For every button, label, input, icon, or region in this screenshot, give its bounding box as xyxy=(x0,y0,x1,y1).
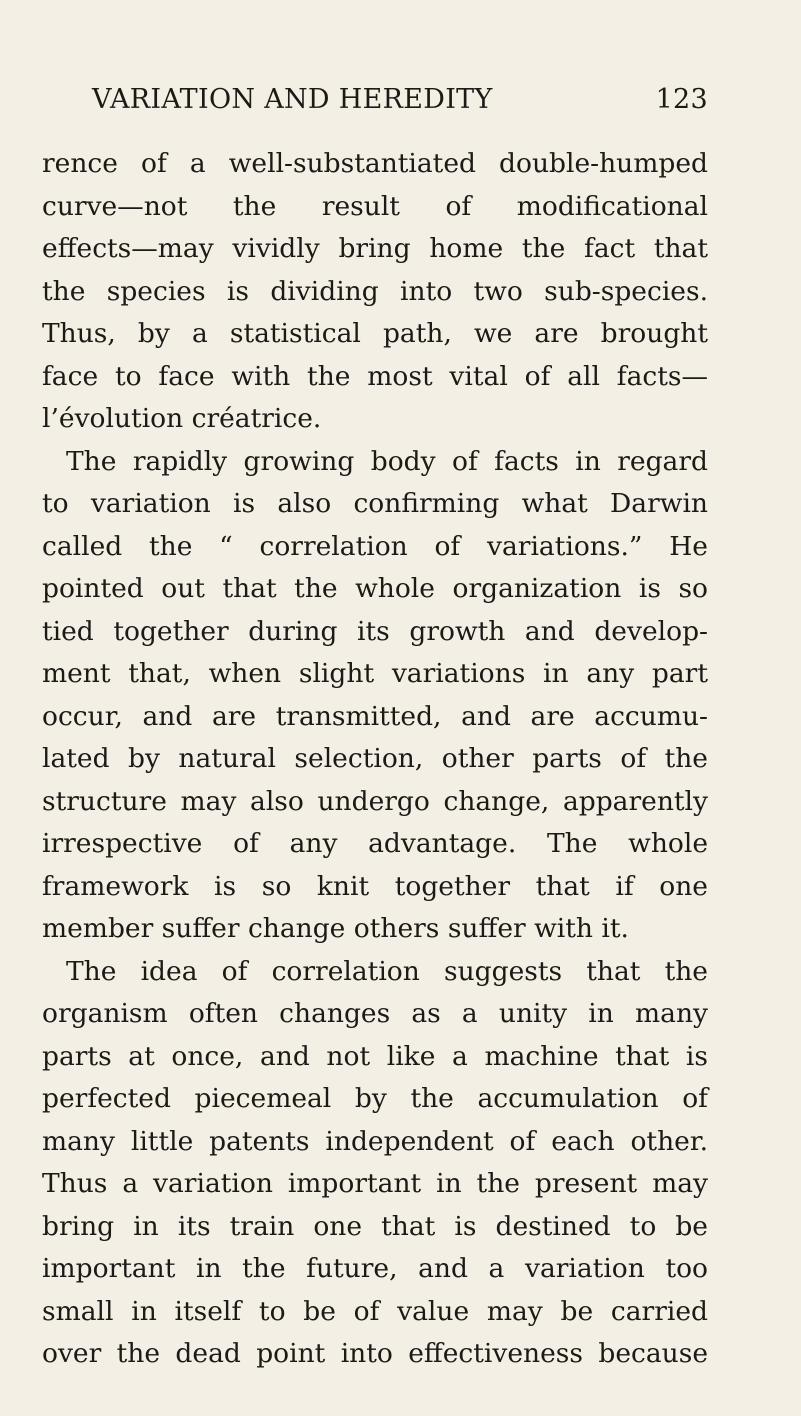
text-line: l’évolution créatrice. xyxy=(42,403,322,434)
running-head xyxy=(92,84,708,126)
text-line: perfected piecemeal by the accumulation of xyxy=(42,1083,708,1114)
text-line: Thus, by a statistical path, we are brought xyxy=(42,318,708,349)
text-line: ment that, when slight variations in any part xyxy=(42,658,708,689)
text-line: structure may also undergo change, apparently xyxy=(42,785,708,817)
page-number: 123 xyxy=(655,84,708,115)
text-line: bring in its train one that is destined to be xyxy=(42,1210,708,1242)
text-line: The rapidly growing body of facts in regard xyxy=(66,445,708,477)
text-line: pointed out that the whole organization is so xyxy=(42,573,708,604)
text-line: member suffer change others suffer with it. xyxy=(42,913,629,944)
text-line: framework is so knit together that if one xyxy=(42,870,708,902)
text-line: curve—not the result of modificational xyxy=(42,190,708,222)
running-title: VARIATION AND HEREDITY xyxy=(92,84,493,115)
text-line: face to face with the most vital of all facts— xyxy=(42,360,708,392)
text-line: organism often changes as a unity in many xyxy=(42,998,708,1029)
text-line: effects—may vividly bring home the fact that xyxy=(42,233,708,264)
text-line: over the dead point into effectiveness because xyxy=(42,1338,708,1369)
text-line: to variation is also confirming what Darwin xyxy=(42,488,708,519)
text-line: occur, and are transmitted, and are accumu- xyxy=(42,700,708,732)
text-line: parts at once, and not like a machine that is xyxy=(42,1040,708,1072)
text-line: The idea of correlation suggests that the xyxy=(66,955,708,987)
text-line: Thus a variation important in the present may xyxy=(42,1168,708,1199)
text-line: small in itself to be of value may be carried xyxy=(42,1295,708,1327)
text-line: irrespective of any advantage. The whole xyxy=(42,828,708,859)
body-text xyxy=(42,143,708,1376)
text-line: the species is dividing into two sub-species. xyxy=(42,275,708,307)
text-line: tied together during its growth and develop- xyxy=(42,615,708,647)
text-line: called the “ correlation of variations.” He xyxy=(42,530,708,562)
text-line: many little patents independent of each other. xyxy=(42,1125,708,1157)
text-line: lated by natural selection, other parts of the xyxy=(42,743,708,774)
text-line: rence of a well-substantiated double-humped xyxy=(42,148,708,179)
text-line: important in the future, and a variation too xyxy=(42,1253,708,1284)
